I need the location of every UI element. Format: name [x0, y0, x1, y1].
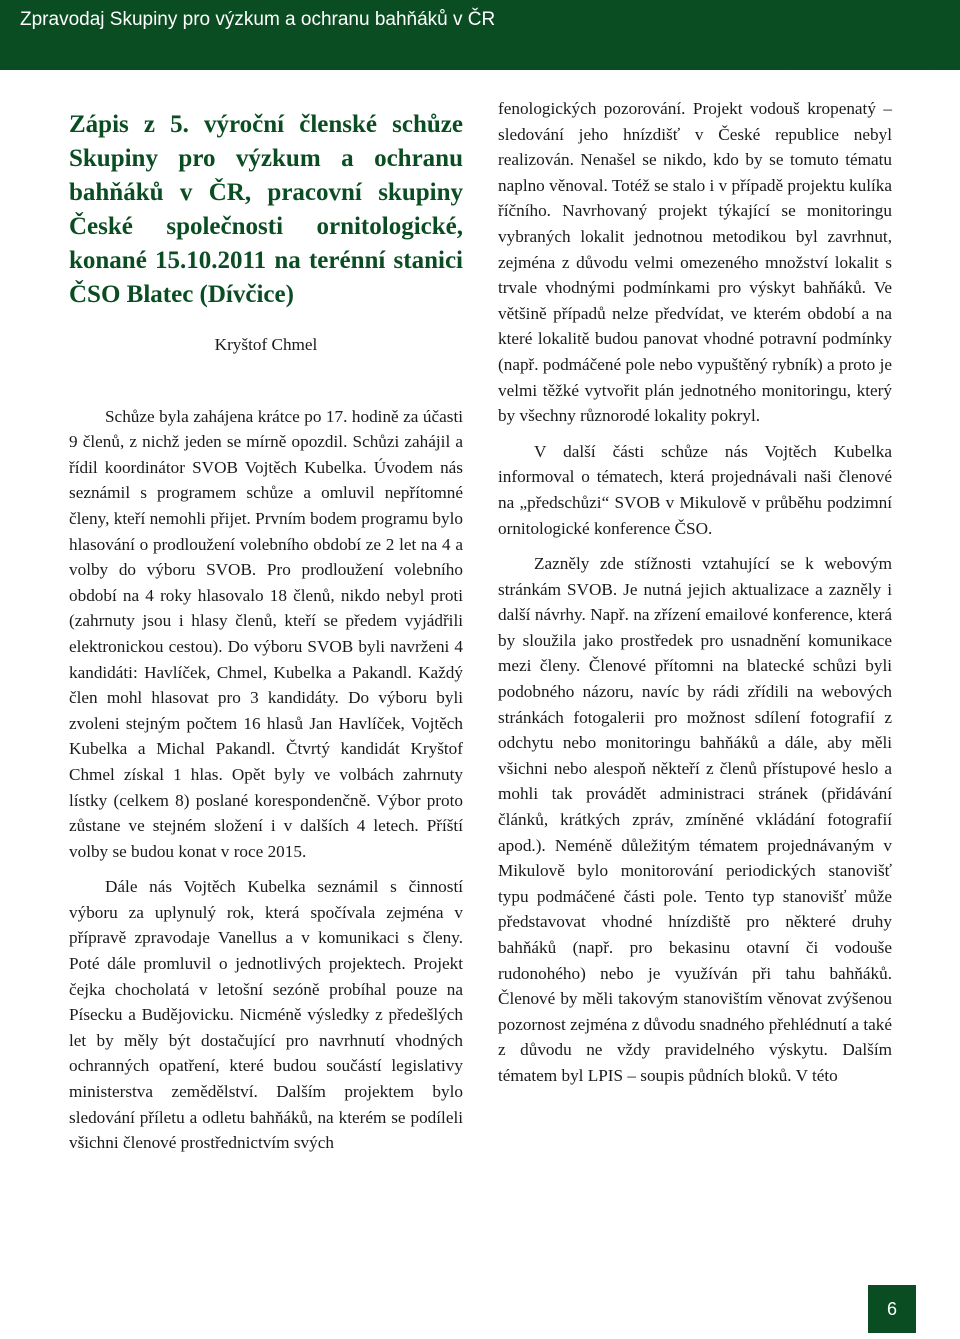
bulletin-title: Zpravodaj Skupiny pro výzkum a ochranu bahňáků v ČR — [20, 9, 496, 30]
body-paragraph: Schůze byla zahájena krátce po 17. hodině za účasti 9 členů, z nichž jeden se mírně opozdil. Schůzi zahájil a řídil koordinátor SVOB Vojtěch Kubelka. Úvodem nás seznámil s programem schůze a omluvil nepřítomné členy, kteří nemohli přijet. Prvním bodem programu bylo hlasování o prodloužení volebního období ze 2 let na 4 a volby do výboru SVOB. Pro prodloužení volebního období na 4 roky hlasovalo 18 členů, nikdo nebyl proti (zahrnuty jsou i hlasy členů, kteří se předem vyjádřili elektronickou cestou). Do výboru SVOB byli navrženi 4 kandidáti: Havlíček, Chmel, Kubelka a Pakandl. Každý člen mohl hlasovat pro 3 kandidáty. Do výboru byli zvoleni stejným počtem 16 hlasů Jan Havlíček, Vojtěch Kubelka a Michal Pakandl. Čtvrtý kandidát Kryštof Chmel získal 1 hlas. Opět byly ve volbách zahrnuty lístky (celkem 8) poslané korespondenčně. Výbor proto zůstane ve stejném složení i v dalších 4 letech. Příští volby se budou konat v roce 2015. — [69, 406, 463, 861]
left-column — [69, 96, 463, 1156]
page-number: 6 — [868, 1285, 916, 1333]
brand-title: Vanellus 7 — [729, 25, 946, 77]
body-paragraph: V další části schůze nás Vojtěch Kubelka informoval o tématech, která projednávali naši členové na „předschůzi“ SVOB v Mikulově v průběhu podzimní ornitologické konference ČSO. — [498, 441, 892, 538]
body-paragraph: Zazněly zde stížnosti vztahující se k webovým stránkám SVOB. Je nutná jejich aktualizace a zazněly i další návrhy. Např. na zřízení emailové konference, která by sloužila jako prostředek pro usnadnění komunikace mezi členy. Členové přítomni na blatecké schůzi byli podobného názoru, navíc by rádi zřídili na webových stránkách fotogalerii pro možnost sdílení fotografií z odchytu nebo monitoringu bahňáků a dále, aby měli všichni nebo alespoň někteří z členů přístupové heslo a mohli tak provádět administraci stránek (přidávání článků, krátkých zpráv, zmíněné vkládání fotografií apod.). Neméně důležitým tématem projednávaným v Mikulově bylo monitorování periodických stanovišť typu podmáčené části pole. Tento typ stanovišť může představovat vhodné hnízdiště pro některé druhy bahňáků (např. pro bekasinu otavní či vodouše rudonohého) nebo je využíván při tahu bahňáků. Členové by měli takovým stanovištím věnovat zvýšenou pozornost zejména z důvodu snadného přehlédnutí a také z důvodu ne vždy pravidelného výskytu. Dalším tématem byl LPIS – soupis půdních bloků. V této — [498, 554, 892, 1085]
right-column — [498, 96, 892, 1089]
article-author: Kryštof Chmel — [214, 335, 318, 354]
body-paragraph: fenologických pozorování. Projekt vodouš kropenatý – sledování jeho hnízdišť v České republice nebyl realizován. Nenašel se nikdo, kdo by se tomuto tématu naplno věnoval. Totéž se stalo i v případě projektu kulíka říčního. Navrhovaný projekt týkající se monitoringu vybraných lokalit jednotnou metodikou byl zavrhnut, zejména z důvodu velmi omezeného množství lokalit s trvale vhodnými podmínkami pro výskyt bahňáků. Ve většině případů nelze předvídat, ve kterém období a na které lokalitě budou panovat vhodné potravní podmínky (např. podmáčené pole nebo vypuštěný rybník) a proto je velmi těžké vytvořit plán jednotného monitoringu, který by všechny různorodé lokality pokryl. — [498, 99, 892, 426]
body-paragraph: Dále nás Vojtěch Kubelka seznámil s činností výboru za uplynulý rok, která spočívala zejména v přípravě zpravodaje Vanellus a v komunikaci s členy. Poté dále promluvil o jednotlivých projektech. Projekt čejka chocholatá v letošní sezóně probíhal pouze na Písecku a Budějovicku. Nicméně výsledky z předešlých let by měly být dostačující pro navrhnutí vhodných ochranných opatření, které budou součástí legislativy ministerstva zemědělství. Dalším projektem bylo sledování příletu a odletu bahňáků, na kterém se podíleli všichni členové prostřednictvím svých — [69, 877, 463, 1153]
article-title: Zápis z 5. výroční členské schůze Skupiny pro výzkum a ochranu bahňáků v ČR, pracovní skupiny České společnosti ornitologické, konané 15.10.2011 na terénní stanici ČSO Blatec (Dívčice) — [69, 111, 463, 308]
